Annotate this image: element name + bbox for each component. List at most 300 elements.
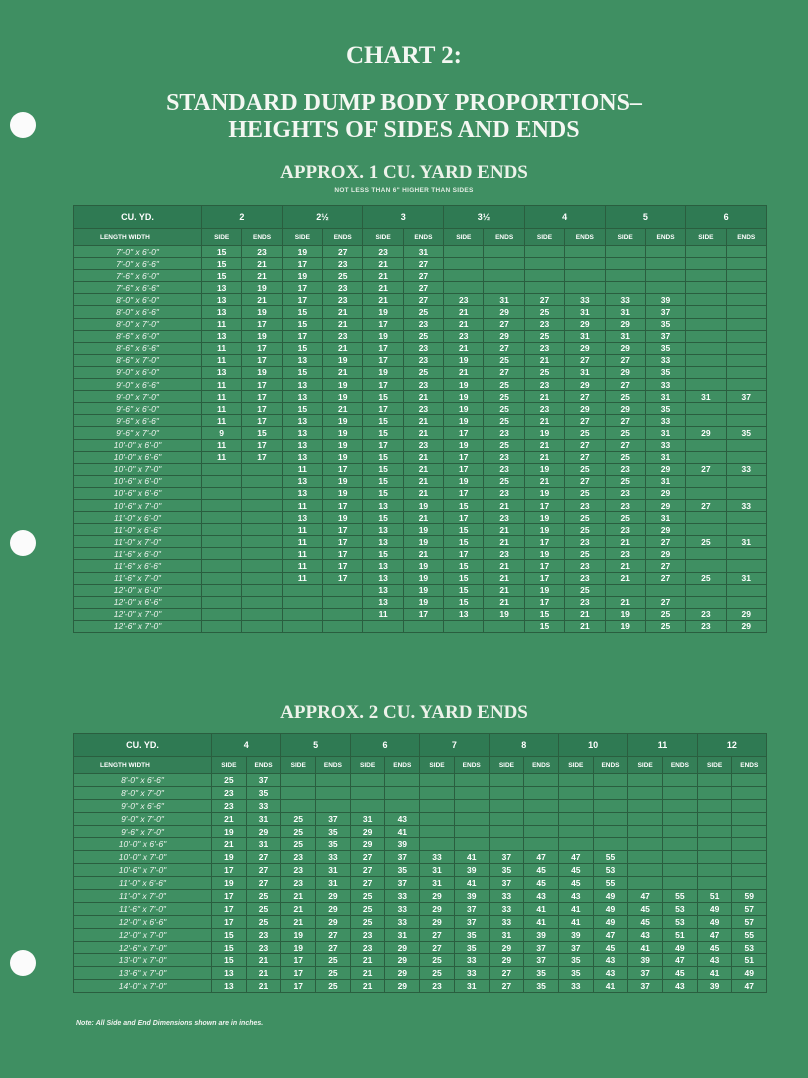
value-cell: 37	[524, 954, 559, 967]
dimension-cell: 12'-6" x 7'-0"	[74, 941, 212, 954]
side-header: SIDE	[697, 757, 732, 774]
dimension-cell: 10'-0" x 6'-6"	[74, 838, 212, 851]
table-row	[74, 270, 767, 282]
value-cell	[726, 512, 766, 524]
value-cell: 23	[403, 439, 443, 451]
value-cell	[726, 366, 766, 378]
value-cell: 47	[697, 928, 732, 941]
value-cell	[697, 799, 732, 812]
value-cell: 19	[444, 379, 484, 391]
value-cell: 55	[593, 877, 628, 890]
value-cell: 21	[524, 475, 564, 487]
table-row	[74, 379, 767, 391]
table-row	[74, 786, 767, 799]
value-cell: 19	[323, 475, 363, 487]
cu-yd-group-header: 2	[202, 206, 283, 229]
dimension-cell: 11'-0" x 7'-0"	[74, 890, 212, 903]
value-cell: 27	[645, 560, 685, 572]
value-cell: 37	[385, 851, 420, 864]
value-cell: 31	[420, 877, 455, 890]
value-cell: 17	[524, 596, 564, 608]
value-cell: 25	[316, 967, 351, 980]
value-cell	[524, 246, 564, 258]
value-cell: 21	[281, 890, 316, 903]
value-cell: 15	[444, 560, 484, 572]
value-cell	[281, 774, 316, 787]
value-cell: 29	[565, 342, 605, 354]
value-cell: 27	[565, 354, 605, 366]
value-cell: 27	[350, 864, 385, 877]
dimension-cell: 7'-0" x 6'-6"	[74, 258, 202, 270]
value-cell: 19	[403, 560, 443, 572]
value-cell: 35	[246, 786, 281, 799]
value-cell	[489, 774, 524, 787]
value-cell	[686, 306, 726, 318]
value-cell: 41	[593, 980, 628, 993]
table-row	[74, 572, 767, 584]
value-cell: 45	[593, 941, 628, 954]
value-cell	[565, 246, 605, 258]
value-cell: 25	[605, 512, 645, 524]
value-cell: 13	[363, 596, 403, 608]
value-cell: 19	[323, 427, 363, 439]
dimension-cell: 12'-0" x 6'-6"	[74, 596, 202, 608]
value-cell	[282, 596, 322, 608]
value-cell: 31	[645, 427, 685, 439]
value-cell	[202, 499, 242, 511]
value-cell	[697, 812, 732, 825]
value-cell: 31	[484, 294, 524, 306]
value-cell: 21	[484, 499, 524, 511]
value-cell	[726, 294, 766, 306]
value-cell: 43	[593, 967, 628, 980]
value-cell: 21	[363, 282, 403, 294]
value-cell: 29	[316, 890, 351, 903]
value-cell: 19	[323, 512, 363, 524]
table-row	[74, 536, 767, 548]
value-cell	[202, 584, 242, 596]
value-cell	[202, 487, 242, 499]
value-cell: 31	[489, 928, 524, 941]
ends-header: ENDS	[323, 229, 363, 246]
value-cell	[524, 258, 564, 270]
value-cell: 23	[565, 596, 605, 608]
value-cell: 17	[524, 560, 564, 572]
value-cell	[281, 799, 316, 812]
value-cell: 21	[484, 524, 524, 536]
table-row	[74, 596, 767, 608]
value-cell: 45	[558, 864, 593, 877]
dimension-cell: 7'-0" x 6'-0"	[74, 246, 202, 258]
value-cell: 41	[524, 902, 559, 915]
value-cell: 15	[363, 487, 403, 499]
value-cell: 21	[565, 608, 605, 620]
value-cell	[605, 258, 645, 270]
value-cell	[242, 608, 282, 620]
value-cell: 19	[242, 306, 282, 318]
value-cell: 21	[363, 294, 403, 306]
value-cell: 25	[350, 890, 385, 903]
value-cell: 15	[363, 415, 403, 427]
value-cell: 13	[363, 499, 403, 511]
value-cell: 27	[484, 342, 524, 354]
value-cell: 43	[628, 928, 663, 941]
value-cell: 27	[524, 294, 564, 306]
value-cell: 27	[565, 439, 605, 451]
value-cell	[323, 620, 363, 632]
dimension-cell: 12'-0" x 7'-0"	[74, 608, 202, 620]
value-cell: 27	[246, 851, 281, 864]
value-cell: 21	[524, 439, 564, 451]
ends-header: ENDS	[565, 229, 605, 246]
value-cell: 17	[444, 548, 484, 560]
value-cell	[732, 786, 767, 799]
value-cell: 37	[316, 812, 351, 825]
value-cell: 21	[605, 596, 645, 608]
value-cell: 31	[726, 536, 766, 548]
value-cell	[628, 877, 663, 890]
chart-title: CHART 2:	[345, 42, 463, 69]
value-cell	[686, 548, 726, 560]
value-cell: 17	[212, 890, 247, 903]
table-row	[74, 330, 767, 342]
value-cell: 25	[403, 330, 443, 342]
value-cell: 17	[281, 954, 316, 967]
value-cell	[420, 838, 455, 851]
value-cell	[726, 282, 766, 294]
value-cell: 23	[524, 318, 564, 330]
value-cell	[484, 620, 524, 632]
value-cell	[663, 799, 698, 812]
value-cell	[686, 246, 726, 258]
value-cell: 27	[403, 270, 443, 282]
cu-yd-group-header: 5	[605, 206, 686, 229]
value-cell: 53	[663, 915, 698, 928]
value-cell	[732, 799, 767, 812]
value-cell: 31	[645, 451, 685, 463]
cu-yd-group-header: 7	[420, 734, 489, 757]
value-cell: 19	[403, 536, 443, 548]
value-cell: 27	[246, 877, 281, 890]
value-cell	[242, 596, 282, 608]
value-cell	[385, 786, 420, 799]
value-cell: 35	[316, 838, 351, 851]
value-cell: 17	[281, 980, 316, 993]
value-cell	[628, 851, 663, 864]
value-cell: 23	[323, 330, 363, 342]
value-cell	[489, 786, 524, 799]
value-cell: 31	[454, 980, 489, 993]
value-cell: 55	[732, 928, 767, 941]
value-cell: 25	[484, 391, 524, 403]
value-cell: 19	[484, 608, 524, 620]
value-cell	[593, 825, 628, 838]
value-cell: 33	[645, 439, 685, 451]
value-cell: 45	[697, 941, 732, 954]
value-cell: 27	[403, 258, 443, 270]
value-cell: 25	[484, 379, 524, 391]
value-cell: 33	[645, 415, 685, 427]
value-cell	[697, 774, 732, 787]
value-cell: 29	[726, 608, 766, 620]
table-row	[74, 415, 767, 427]
value-cell: 29	[565, 318, 605, 330]
value-cell: 19	[444, 475, 484, 487]
value-cell: 11	[202, 439, 242, 451]
value-cell	[282, 620, 322, 632]
table-row	[74, 799, 767, 812]
value-cell	[444, 258, 484, 270]
value-cell	[686, 342, 726, 354]
value-cell: 43	[558, 890, 593, 903]
value-cell: 17	[363, 403, 403, 415]
value-cell	[732, 877, 767, 890]
value-cell: 45	[628, 915, 663, 928]
value-cell: 59	[732, 890, 767, 903]
value-cell	[726, 270, 766, 282]
value-cell: 27	[484, 366, 524, 378]
value-cell: 15	[212, 928, 247, 941]
value-cell: 25	[246, 915, 281, 928]
value-cell: 17	[282, 282, 322, 294]
table-row	[74, 306, 767, 318]
value-cell: 29	[645, 499, 685, 511]
value-cell: 21	[403, 487, 443, 499]
value-cell: 23	[484, 451, 524, 463]
value-cell: 23	[565, 560, 605, 572]
value-cell: 29	[350, 838, 385, 851]
value-cell: 15	[363, 451, 403, 463]
value-cell: 17	[524, 536, 564, 548]
side-header: SIDE	[281, 757, 316, 774]
value-cell: 19	[323, 391, 363, 403]
dimension-cell: 12'-0" x 6'-0"	[74, 584, 202, 596]
value-cell	[645, 584, 685, 596]
side-header: SIDE	[628, 757, 663, 774]
value-cell	[686, 354, 726, 366]
value-cell: 35	[454, 941, 489, 954]
value-cell: 39	[628, 954, 663, 967]
table-row	[74, 877, 767, 890]
value-cell: 11	[282, 536, 322, 548]
value-cell: 49	[732, 967, 767, 980]
value-cell: 27	[350, 851, 385, 864]
value-cell: 21	[524, 354, 564, 366]
cu-yd-header: CU. YD.	[74, 734, 212, 757]
ends-header: ENDS	[246, 757, 281, 774]
value-cell: 29	[316, 915, 351, 928]
value-cell: 23	[420, 980, 455, 993]
value-cell: 23	[484, 512, 524, 524]
value-cell: 13	[363, 560, 403, 572]
value-cell: 25	[524, 330, 564, 342]
value-cell: 19	[212, 825, 247, 838]
length-width-header: LENGTH WIDTH	[74, 229, 202, 246]
value-cell: 19	[403, 584, 443, 596]
value-cell	[242, 620, 282, 632]
dimension-cell: 9'-6" x 6'-6"	[74, 415, 202, 427]
value-cell: 17	[363, 318, 403, 330]
value-cell: 19	[323, 439, 363, 451]
value-cell: 17	[524, 499, 564, 511]
table-row	[74, 890, 767, 903]
value-cell: 15	[212, 941, 247, 954]
value-cell: 33	[726, 463, 766, 475]
dimension-cell: 13'-6" x 7'-0"	[74, 967, 212, 980]
value-cell	[628, 838, 663, 851]
value-cell: 21	[212, 838, 247, 851]
value-cell: 23	[605, 499, 645, 511]
value-cell	[454, 786, 489, 799]
value-cell: 27	[316, 941, 351, 954]
value-cell: 35	[524, 980, 559, 993]
length-width-header: LENGTH WIDTH	[74, 757, 212, 774]
value-cell: 29	[686, 427, 726, 439]
side-header: SIDE	[605, 229, 645, 246]
value-cell: 17	[242, 451, 282, 463]
dimension-cell: 10'-6" x 6'-0"	[74, 475, 202, 487]
value-cell: 43	[697, 954, 732, 967]
value-cell: 33	[454, 954, 489, 967]
value-cell: 21	[403, 548, 443, 560]
value-cell	[524, 270, 564, 282]
cu-yd-group-header: 10	[558, 734, 627, 757]
value-cell: 25	[565, 524, 605, 536]
value-cell: 39	[454, 890, 489, 903]
value-cell: 19	[524, 524, 564, 536]
value-cell: 13	[282, 427, 322, 439]
value-cell: 23	[403, 354, 443, 366]
value-cell: 19	[323, 354, 363, 366]
value-cell	[202, 512, 242, 524]
value-cell: 23	[363, 246, 403, 258]
value-cell	[484, 258, 524, 270]
value-cell: 25	[246, 890, 281, 903]
value-cell	[202, 536, 242, 548]
value-cell: 21	[605, 536, 645, 548]
value-cell	[726, 584, 766, 596]
dimension-cell: 9'-0" x 7'-0"	[74, 812, 212, 825]
value-cell	[242, 560, 282, 572]
value-cell	[444, 282, 484, 294]
value-cell: 29	[645, 463, 685, 475]
value-cell	[242, 512, 282, 524]
value-cell: 33	[385, 915, 420, 928]
value-cell	[454, 838, 489, 851]
value-cell	[593, 799, 628, 812]
value-cell: 13	[444, 608, 484, 620]
value-cell: 37	[628, 980, 663, 993]
value-cell	[593, 786, 628, 799]
value-cell: 15	[363, 512, 403, 524]
value-cell	[454, 774, 489, 787]
value-cell: 29	[489, 941, 524, 954]
value-cell: 25	[484, 354, 524, 366]
value-cell: 17	[212, 915, 247, 928]
value-cell: 17	[403, 608, 443, 620]
dimension-cell: 11'-6" x 7'-0"	[74, 572, 202, 584]
value-cell	[726, 246, 766, 258]
value-cell	[484, 246, 524, 258]
value-cell: 19	[281, 941, 316, 954]
value-cell: 23	[605, 548, 645, 560]
value-cell: 21	[484, 560, 524, 572]
value-cell: 53	[663, 902, 698, 915]
value-cell: 19	[524, 463, 564, 475]
value-cell	[726, 379, 766, 391]
value-cell: 23	[484, 548, 524, 560]
value-cell: 19	[282, 246, 322, 258]
value-cell: 23	[524, 403, 564, 415]
value-cell: 51	[697, 890, 732, 903]
value-cell: 13	[202, 294, 242, 306]
value-cell	[645, 270, 685, 282]
value-cell	[242, 524, 282, 536]
value-cell: 13	[363, 572, 403, 584]
value-cell: 47	[732, 980, 767, 993]
value-cell: 21	[323, 403, 363, 415]
table1-subtitle: NOT LESS THAN 6" HIGHER THAN SIDES	[334, 187, 474, 194]
value-cell: 23	[350, 941, 385, 954]
value-cell: 21	[444, 306, 484, 318]
value-cell: 19	[323, 415, 363, 427]
value-cell: 39	[524, 928, 559, 941]
cu-yd-header: CU. YD.	[74, 206, 202, 229]
table-row	[74, 825, 767, 838]
value-cell: 31	[403, 246, 443, 258]
value-cell: 27	[645, 596, 685, 608]
value-cell: 25	[686, 536, 726, 548]
table-row	[74, 246, 767, 258]
value-cell: 29	[246, 825, 281, 838]
value-cell	[726, 318, 766, 330]
value-cell: 33	[645, 379, 685, 391]
value-cell: 23	[686, 608, 726, 620]
value-cell: 33	[385, 902, 420, 915]
value-cell	[732, 774, 767, 787]
value-cell: 19	[281, 928, 316, 941]
ends-header: ENDS	[645, 229, 685, 246]
dimension-cell: 8'-0" x 7'-0"	[74, 786, 212, 799]
value-cell: 33	[489, 902, 524, 915]
value-cell: 29	[385, 967, 420, 980]
ends-header: ENDS	[316, 757, 351, 774]
value-cell: 17	[363, 354, 403, 366]
value-cell	[385, 799, 420, 812]
value-cell: 41	[454, 877, 489, 890]
value-cell	[726, 354, 766, 366]
value-cell	[282, 584, 322, 596]
value-cell: 25	[484, 475, 524, 487]
value-cell: 27	[565, 391, 605, 403]
value-cell	[726, 524, 766, 536]
value-cell: 15	[282, 306, 322, 318]
value-cell: 45	[524, 864, 559, 877]
value-cell	[420, 786, 455, 799]
value-cell	[489, 838, 524, 851]
value-cell: 37	[726, 391, 766, 403]
value-cell: 31	[246, 812, 281, 825]
cu-yd-group-header: 6	[350, 734, 419, 757]
value-cell: 49	[593, 915, 628, 928]
value-cell: 21	[524, 391, 564, 403]
dimension-cell: 11'-6" x 6'-6"	[74, 560, 202, 572]
value-cell: 29	[420, 915, 455, 928]
value-cell: 27	[489, 980, 524, 993]
main-title	[0, 90, 808, 144]
value-cell: 27	[350, 877, 385, 890]
value-cell	[403, 620, 443, 632]
